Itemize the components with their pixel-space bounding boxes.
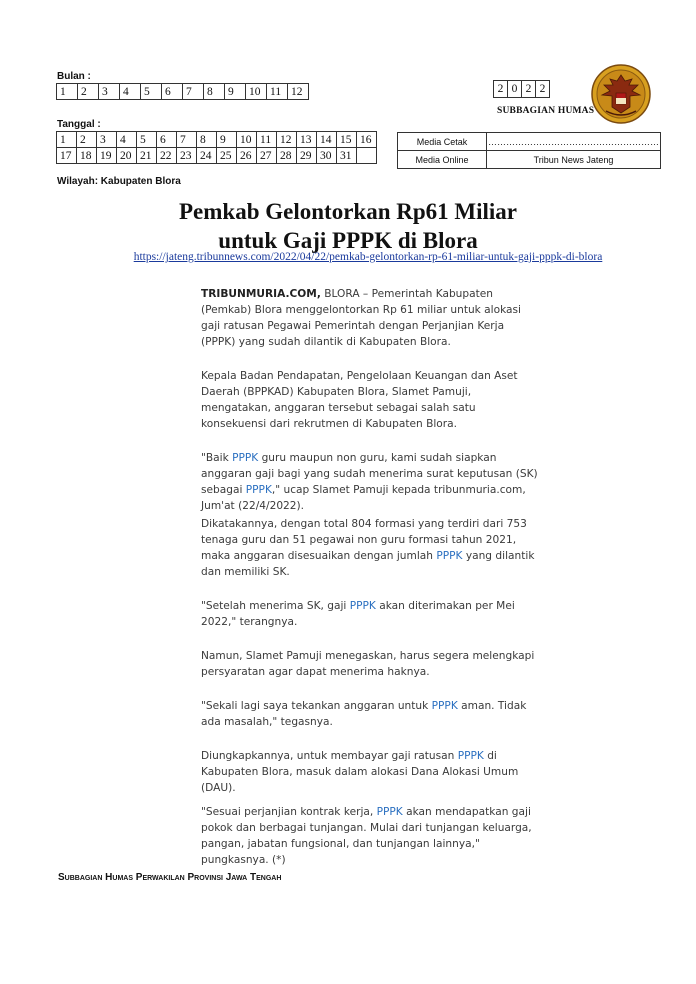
date-cell: 4 xyxy=(117,132,137,148)
date-cell: 15 xyxy=(337,132,357,148)
month-cell: 3 xyxy=(99,84,120,100)
date-cell: 13 xyxy=(297,132,317,148)
date-cell: 3 xyxy=(97,132,117,148)
tanggal-grid xyxy=(56,131,377,164)
pppk-link[interactable]: PPPK xyxy=(376,806,403,818)
date-cell: 8 xyxy=(197,132,217,148)
month-cell: 4 xyxy=(120,84,141,100)
date-cell: 27 xyxy=(257,148,277,164)
media-label: Media Cetak xyxy=(398,133,487,151)
pppk-link[interactable]: PPPK xyxy=(436,550,463,562)
paragraph xyxy=(201,698,541,730)
headline-line-2: untuk Gaji PPPK di Blora xyxy=(218,228,478,253)
date-cell: 29 xyxy=(297,148,317,164)
date-cell: 6 xyxy=(157,132,177,148)
pppk-link[interactable]: PPPK xyxy=(349,600,376,612)
paragraph-text: ," ucap Slamet Pamuji kepada tribunmuria.com, Jum'at (22/4/2022). xyxy=(201,484,526,512)
bulan-label: Bulan : xyxy=(57,71,91,82)
article-body xyxy=(201,286,541,868)
date-cell: 18 xyxy=(77,148,97,164)
paragraph: Kepala Badan Pendapatan, Pengelolaan Keuangan dan Aset Daerah (BPPKAD) Kabupaten Blora, Slamet Pamuji, mengatakan, anggaran tersebut sebagai salah satu konsekuensi dari rekrutmen di Kabupaten Blora. xyxy=(201,370,518,430)
pppk-link[interactable]: PPPK xyxy=(245,484,272,496)
date-cell: 1 xyxy=(57,132,77,148)
paragraph: Namun, Slamet Pamuji menegaskan, harus segera melengkapi persyaratan agar dapat menerima haknya. xyxy=(201,650,535,678)
date-cell: 22 xyxy=(157,148,177,164)
footer-unit: Subbagian Humas Perwakilan Provinsi Jawa Tengah xyxy=(58,872,282,883)
date-cell xyxy=(357,148,377,164)
bulan-grid xyxy=(56,83,309,100)
paragraph-text: di Kabupaten Blora, masuk dalam alokasi Dana Alokasi Umum (DAU). xyxy=(201,750,519,794)
year-digit-cell: 0 xyxy=(508,81,522,98)
media-label: Media Online xyxy=(398,151,487,169)
month-cell: 7 xyxy=(183,84,204,100)
paragraph xyxy=(201,748,541,796)
year-digit-cell: 2 xyxy=(494,81,508,98)
paragraph-text: akan diterimakan per Mei 2022," terangnya. xyxy=(201,600,515,628)
paragraph-text: "Baik xyxy=(201,452,233,464)
date-cell: 19 xyxy=(97,148,117,164)
headline-line-1: Pemkab Gelontorkan Rp61 Miliar xyxy=(179,199,517,224)
paragraph-text: aman. Tidak ada masalah," tegasnya. xyxy=(201,700,527,728)
month-cell: 6 xyxy=(162,84,183,100)
date-cell: 14 xyxy=(317,132,337,148)
date-cell: 11 xyxy=(257,132,277,148)
month-cell: 5 xyxy=(141,84,162,100)
date-cell: 16 xyxy=(357,132,377,148)
year-digit-cell: 2 xyxy=(536,81,550,98)
date-cell: 9 xyxy=(217,132,237,148)
date-cell: 20 xyxy=(117,148,137,164)
media-row xyxy=(398,133,661,151)
date-cell: 24 xyxy=(197,148,217,164)
date-cell: 10 xyxy=(237,132,257,148)
date-cell: 23 xyxy=(177,148,197,164)
pppk-link[interactable]: PPPK xyxy=(457,750,484,762)
paragraph-text: Dikatakannya, dengan total 804 formasi yang terdiri dari 753 tenaga guru dan 51 pegawai non guru formasi tahun 2021, maka anggaran disesuaikan dengan jumlah xyxy=(201,518,527,562)
media-value: ………………………………………………… xyxy=(487,133,661,151)
pppk-link[interactable]: PPPK xyxy=(232,452,259,464)
date-cell: 26 xyxy=(237,148,257,164)
paragraph-text: akan mendapatkan gaji pokok dan berbagai tunjangan. Mulai dari tunjangan keluarga, pangan, jabatan fungsional, dan tunjangan lainnya," pungkasnya. (*) xyxy=(201,806,532,866)
paragraph-text: yang dilantik dan memiliki SK. xyxy=(201,550,535,578)
month-cell: 11 xyxy=(267,84,288,100)
paragraph-text: "Sesuai perjanjian kontrak kerja, xyxy=(201,806,377,818)
pppk-link[interactable]: PPPK xyxy=(431,700,458,712)
date-cell: 25 xyxy=(217,148,237,164)
date-cell: 7 xyxy=(177,132,197,148)
date-cell: 5 xyxy=(137,132,157,148)
date-cell: 28 xyxy=(277,148,297,164)
paragraph-text: "Sekali lagi saya tekankan anggaran untuk xyxy=(201,700,432,712)
month-cell: 2 xyxy=(78,84,99,100)
date-cell: 12 xyxy=(277,132,297,148)
wilayah: Wilayah: Kabupaten Blora xyxy=(57,176,181,187)
source-url-link[interactable]: https://jateng.tribunnews.com/2022/04/22/pemkab-gelontorkan-rp-61-miliar-untuk-gaji-pppk-di-blora xyxy=(133,251,603,263)
month-cell: 12 xyxy=(288,84,309,100)
month-cell: 9 xyxy=(225,84,246,100)
date-cell: 21 xyxy=(137,148,157,164)
paragraph-text: BLORA – Pemerintah Kabupaten (Pemkab) Blora menggelontorkan Rp 61 miliar untuk alokasi gaji ratusan Pegawai Pemerintah dengan Perjanjian Kerja (PPPK) yang sudah dilantik di Kabupaten Blora. xyxy=(201,288,522,348)
paragraph xyxy=(201,804,541,868)
unit-name: SUBBAGIAN HUMAS xyxy=(497,106,595,116)
paragraph-text: guru maupun non guru, kami sudah siapkan anggaran gaji bagi yang sudah menerima surat keputusan (SK) sebagai xyxy=(201,452,538,496)
paragraph-text: "Setelah menerima SK, gaji xyxy=(201,600,350,612)
date-cell: 30 xyxy=(317,148,337,164)
month-cell: 8 xyxy=(204,84,225,100)
tanggal-label: Tanggal : xyxy=(57,119,101,130)
garuda-emblem-icon xyxy=(590,63,652,125)
paragraph xyxy=(201,516,541,580)
paragraph xyxy=(201,598,541,630)
source-name: TRIBUNMURIA.COM, xyxy=(201,288,321,300)
paragraph-text: Diungkapkannya, untuk membayar gaji ratusan xyxy=(201,750,458,762)
year-grid xyxy=(493,80,550,98)
media-table xyxy=(397,132,661,169)
year-digit-cell: 2 xyxy=(522,81,536,98)
paragraph xyxy=(201,450,541,514)
date-cell: 2 xyxy=(77,132,97,148)
month-cell: 1 xyxy=(57,84,78,100)
media-value: Tribun News Jateng xyxy=(487,151,661,169)
paragraph xyxy=(201,286,541,350)
date-cell: 17 xyxy=(57,148,77,164)
month-cell: 10 xyxy=(246,84,267,100)
date-cell: 31 xyxy=(337,148,357,164)
media-row xyxy=(398,151,661,169)
